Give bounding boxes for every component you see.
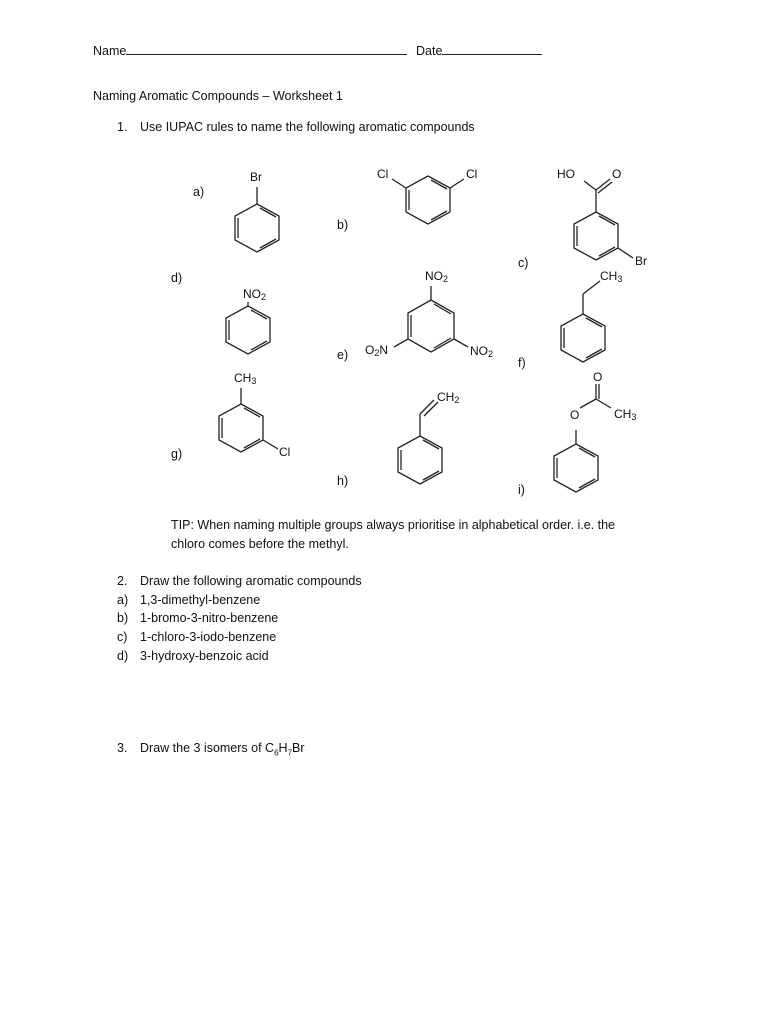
date-label-text: Date (416, 44, 443, 58)
structure-h-styrene (398, 400, 442, 484)
q2-item-letter: d) (117, 649, 129, 663)
worksheet-title: Naming Aromatic Compounds – Worksheet 1 (93, 89, 343, 103)
atom-c-o: O (612, 167, 622, 181)
atom-f-sub: 3 (617, 274, 623, 284)
atom-g-ch: CH (234, 371, 252, 385)
q3-prefix: Draw the 3 isomers of C (140, 741, 275, 755)
atom-d-sub: 2 (261, 292, 267, 302)
atom-e-o2n-n: N (379, 343, 389, 357)
atom-g-sub: 3 (251, 376, 257, 386)
q1-number: 1. (117, 120, 128, 134)
atom-g-ch3 (234, 372, 256, 388)
atom-f-ch3 (600, 270, 622, 286)
atom-i-o-carbonyl: O (593, 370, 603, 384)
atom-d-no2 (243, 288, 266, 304)
part-label-c: c) (518, 256, 529, 270)
q2-item-text: 1,3-dimethyl-benzene (140, 593, 261, 607)
part-label-f: f) (518, 356, 526, 370)
atom-b-cl-right: Cl (466, 167, 478, 181)
atom-i-o-ester: O (570, 408, 580, 422)
structure-c-bromobenzoic-acid (574, 179, 633, 260)
atom-d-no: NO (243, 287, 261, 301)
atom-e-o2n-left (365, 344, 388, 360)
atom-a-br: Br (250, 170, 262, 184)
atom-e-no: NO (425, 269, 443, 283)
q2-item-text: 1-chloro-3-iodo-benzene (140, 630, 277, 644)
q2-item-text: 3-hydroxy-benzoic acid (140, 649, 269, 663)
atom-h-ch: CH (437, 390, 455, 404)
q1-text: Use IUPAC rules to name the following aromatic compounds (140, 120, 475, 134)
structure-b-dichlorobenzene (392, 176, 464, 224)
part-label-e: e) (337, 348, 349, 362)
q2-number: 2. (117, 574, 128, 588)
atom-i-sub: 3 (631, 412, 637, 422)
atom-e-o2n-2: 2 (374, 348, 380, 358)
atom-f-ch: CH (600, 269, 618, 283)
q3-h-sub: 7 (287, 748, 293, 758)
atom-i-ch3 (614, 408, 636, 424)
atom-b-cl-left: Cl (377, 167, 389, 181)
part-label-i: i) (518, 483, 525, 497)
q3-c-sub: 6 (274, 748, 279, 758)
atom-c-br: Br (635, 254, 647, 268)
part-label-b: b) (337, 218, 349, 232)
q2-text: Draw the following aromatic compounds (140, 574, 362, 588)
q2-item-letter: a) (117, 593, 129, 607)
q3-h: H (278, 741, 288, 755)
q3-number: 3. (117, 741, 128, 755)
naming-tip: TIP: When naming multiple groups always prioritise in alphabetical order. i.e. the chloro comes before the methyl. (171, 518, 615, 551)
structure-g-chlorotoluene (219, 388, 278, 452)
atom-e-sub-right: 2 (488, 349, 494, 359)
atom-e-no2-right (470, 345, 493, 361)
part-label-d: d) (171, 271, 183, 285)
q3-br: Br (292, 741, 305, 755)
atom-c-ho: HO (557, 167, 575, 181)
atom-e-no2-top (425, 270, 448, 286)
atom-h-ch2 (437, 391, 459, 407)
structure-i-phenyl-acetate (554, 384, 611, 492)
name-label-text: Name (93, 44, 127, 58)
q2-item-text: 1-bromo-3-nitro-benzene (140, 611, 279, 625)
atom-h-sub: 2 (454, 395, 460, 405)
structure-e-trinitrobenzene (394, 286, 468, 352)
part-label-g: g) (171, 447, 183, 461)
q3-text (140, 741, 305, 761)
atom-g-cl: Cl (279, 445, 291, 459)
structure-f-ethylbenzene (561, 281, 605, 362)
structure-a-bromobenzene (235, 187, 279, 252)
atom-e-sub: 2 (443, 274, 449, 284)
atom-e-no-right: NO (470, 344, 488, 358)
structure-d-nitrobenzene (226, 302, 270, 354)
q2-item-letter: b) (117, 611, 129, 625)
q2-item-letter: c) (117, 630, 128, 644)
part-label-h: h) (337, 474, 349, 488)
atom-i-ch: CH (614, 407, 632, 421)
atom-e-o2n-o: O (365, 343, 375, 357)
part-label-a: a) (193, 185, 205, 199)
